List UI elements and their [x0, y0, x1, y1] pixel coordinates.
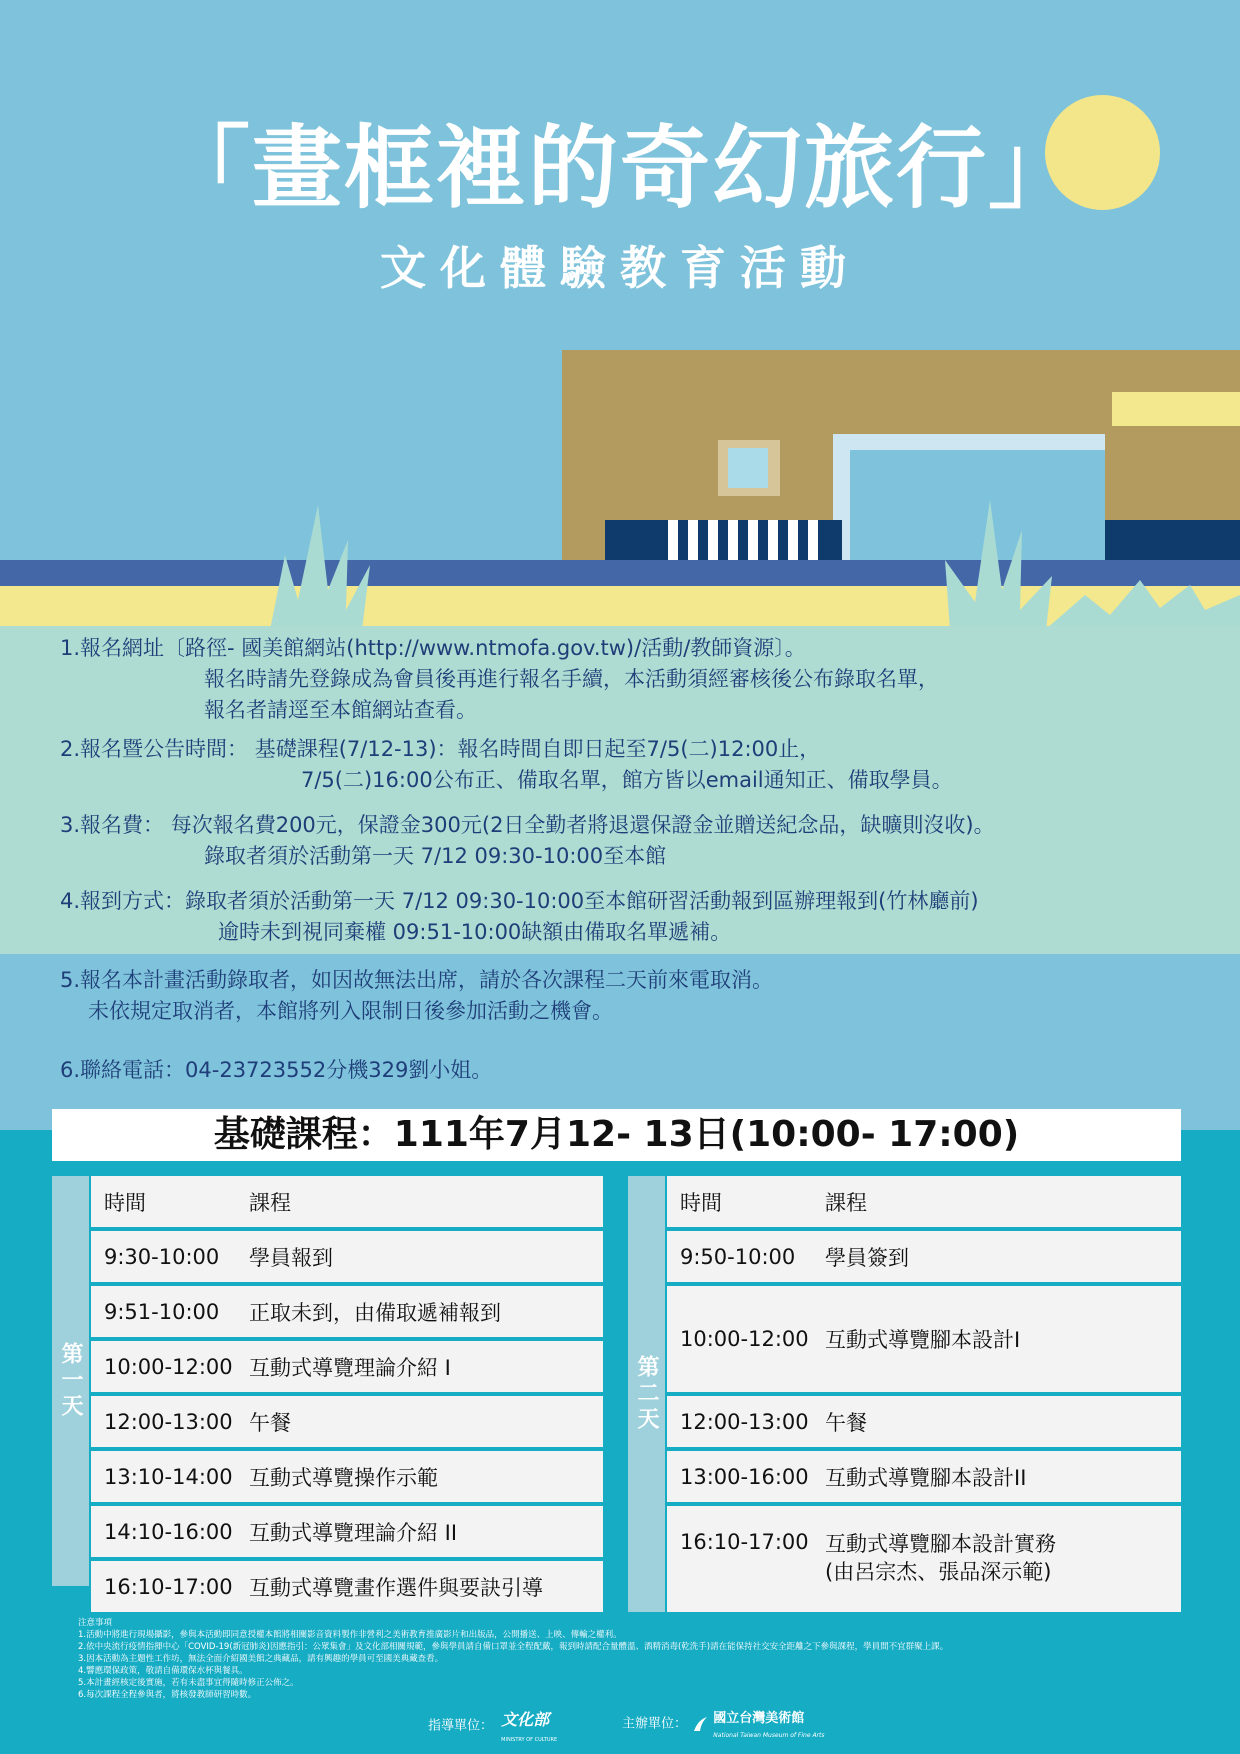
- day2-label: [628, 1176, 665, 1612]
- building-window: [728, 448, 768, 488]
- row-course-note: (由呂宗杰、張品深示範): [825, 1560, 1052, 1584]
- row-course: 午餐: [825, 1410, 867, 1435]
- table-row: [91, 1396, 603, 1447]
- table-row: [91, 1231, 603, 1282]
- moc-logo-en: MINISTRY OF CULTURE: [501, 1737, 558, 1743]
- info-item-1: [60, 633, 939, 726]
- note-item: 2.依中央流行疫情指揮中心「COVID-19(新冠肺炎)因應指引：公眾集會」及文化部相關規範，參與學員請自備口罩並全程配戴，報到時請配合量體溫、酒精消毒(乾洗手)請在能保持社交安全距離之下參與課程，學員間不宜群聚上課。: [78, 1642, 949, 1652]
- info-item-3-line-1: 3.報名費： 每次報名費200元，保證金300元(2日全勤者將退還保證金並贈送紀念品，缺曠則沒收)。: [60, 813, 995, 837]
- day2-header-course: 課程: [825, 1190, 867, 1215]
- row-time: 10:00-12:00: [104, 1354, 233, 1379]
- table-row: [91, 1451, 603, 1502]
- moc-logo-text: 文化部: [501, 1710, 550, 1729]
- day2-header-row: [667, 1176, 1181, 1227]
- day1-header-time: 時間: [104, 1190, 146, 1215]
- notes-title: 注意事項: [78, 1618, 113, 1628]
- table-row: [91, 1286, 603, 1337]
- table-row: [91, 1561, 603, 1612]
- row-course: 互動式導覽操作示範: [249, 1465, 438, 1490]
- info-item-4-line-2: 逾時未到視同棄權 09:51-10:00缺額由備取名單遞補。: [218, 920, 732, 944]
- table-row: [667, 1396, 1181, 1447]
- moc-logo: [501, 1707, 557, 1745]
- row-time: 10:00-12:00: [680, 1327, 809, 1351]
- footer-host: [622, 1707, 825, 1741]
- note-item: 6.每次課程全程參與者，將核發教師研習時數。: [78, 1690, 257, 1700]
- info-item-2-line-2: 7/5(二)16:00公布正、備取名單，館方皆以email通知正、備取學員。: [301, 768, 953, 792]
- yellow-band: [0, 586, 1240, 628]
- note-item: 5.本計畫經核定後實施，若有未盡事宜得隨時修正公佈之。: [78, 1678, 299, 1688]
- note-item: 3.因本活動為主題性工作坊，無法全面介紹國美館之典藏品，請有興趣的學員可至國美典藏查看。: [78, 1654, 444, 1664]
- row-time: 13:10-14:00: [104, 1464, 233, 1489]
- info-item-6-line-1: 6.聯絡電話：04-23723552分機329劉小姐。: [60, 1058, 493, 1082]
- table-row: [667, 1506, 1181, 1612]
- day1-header-row: [91, 1176, 603, 1227]
- ntmofa-logo-text: 國立台灣美術館: [713, 1711, 805, 1726]
- info-item-4: [60, 886, 979, 948]
- row-time: 16:10-17:00: [680, 1530, 809, 1554]
- day2-label-text: 第二天: [634, 1355, 659, 1433]
- ntmofa-logo: [713, 1707, 824, 1741]
- museum-building-illustration: [0, 340, 1240, 630]
- info-item-5-line-1: 5.報名本計畫活動錄取者，如因故無法出席，請於各次課程二天前來電取消。: [60, 968, 774, 992]
- info-item-1-line-3: 報名者請逕至本館網站查看。: [204, 698, 477, 722]
- page-title: 「畫框裡的奇幻旅行」: [160, 116, 1080, 221]
- row-time: 9:50-10:00: [680, 1244, 796, 1269]
- day1-header-course: 課程: [249, 1190, 291, 1215]
- info-item-5-line-2: 未依規定取消者，本館將列入限制日後參加活動之機會。: [88, 999, 613, 1023]
- page-subtitle: 文化體驗教育活動: [380, 241, 860, 295]
- row-course: 學員報到: [249, 1245, 333, 1270]
- navy-band: [0, 560, 1240, 586]
- table-row: [667, 1286, 1181, 1392]
- info-item-4-line-1: 4.報到方式：錄取者須於活動第一天 7/12 09:30-10:00至本館研習活動報到區辦理報到(竹林廳前): [60, 889, 979, 913]
- row-time: 9:51-10:00: [104, 1299, 220, 1324]
- table-row: [91, 1506, 603, 1557]
- row-course: 互動式導覽腳本設計I: [825, 1328, 1021, 1352]
- info-item-6: [60, 1055, 492, 1086]
- info-item-5: [60, 965, 773, 1027]
- row-time: 16:10-17:00: [104, 1574, 233, 1599]
- note-item: 1.活動中將進行現場攝影，參與本活動即同意授權本館將相關影音資料製作非營利之美術教育推廣影片和出版品，公開播送、上映、傳輸之權利。: [78, 1630, 622, 1640]
- row-course: 學員簽到: [825, 1245, 909, 1270]
- info-item-2-line-1: 2.報名暨公告時間： 基礎課程(7/12-13)：報名時間自即日起至7/5(二)12:00止，: [60, 737, 821, 761]
- row-time: 13:00-16:00: [680, 1464, 809, 1489]
- row-course: 互動式導覽理論介紹 I: [249, 1355, 451, 1380]
- row-time: 14:10-16:00: [104, 1519, 233, 1544]
- info-item-3: [60, 810, 995, 872]
- note-item: 4.響應環保政策，敬請自備環保水杯與餐具。: [78, 1666, 248, 1676]
- day1-label: [52, 1176, 89, 1586]
- info-item-2: [60, 734, 953, 796]
- building-glass: [850, 450, 1105, 570]
- footer-guide: [428, 1707, 557, 1745]
- table-row: [667, 1231, 1181, 1282]
- ntmofa-logo-en: National Taiwan Museum of Fine Arts: [713, 1732, 825, 1739]
- guide-label: 指導單位：: [428, 1718, 494, 1734]
- row-course: 互動式導覽腳本設計實務: [825, 1532, 1056, 1556]
- info-item-1-line-1: 1.報名網址〔路徑- 國美館網站(http://www.ntmofa.gov.tw)/活動/教師資源〕。: [60, 636, 806, 660]
- row-time: 12:00-13:00: [680, 1409, 809, 1434]
- day1-label-text: 第一天: [58, 1342, 83, 1420]
- schedule-banner: 基礎課程：111年7月12- 13日(10:00- 17:00): [52, 1109, 1181, 1161]
- host-label: 主辦單位：: [622, 1716, 688, 1732]
- building-yellow-panel: [1112, 392, 1240, 426]
- row-course-multi: [825, 1530, 1056, 1586]
- table-row: [667, 1451, 1181, 1502]
- row-course: 正取未到，由備取遞補報到: [249, 1300, 501, 1325]
- info-item-1-line-2: 報名時請先登錄成為會員後再進行報名手續，本活動須經審核後公布錄取名單，: [204, 667, 939, 691]
- ntmofa-logo-icon: [691, 1715, 709, 1733]
- row-time: 9:30-10:00: [104, 1244, 220, 1269]
- day2-header-time: 時間: [680, 1190, 722, 1215]
- table-row: [91, 1341, 603, 1392]
- row-course: 互動式導覽畫作選件與要訣引導: [249, 1575, 543, 1600]
- row-course: 互動式導覽腳本設計II: [825, 1465, 1027, 1490]
- row-course: 午餐: [249, 1410, 291, 1435]
- info-item-3-line-2: 錄取者須於活動第一天 7/12 09:30-10:00至本館: [204, 844, 667, 868]
- notes-section: [78, 1617, 948, 1701]
- row-time: 12:00-13:00: [104, 1409, 233, 1434]
- row-course: 互動式導覽理論介紹 II: [249, 1520, 458, 1545]
